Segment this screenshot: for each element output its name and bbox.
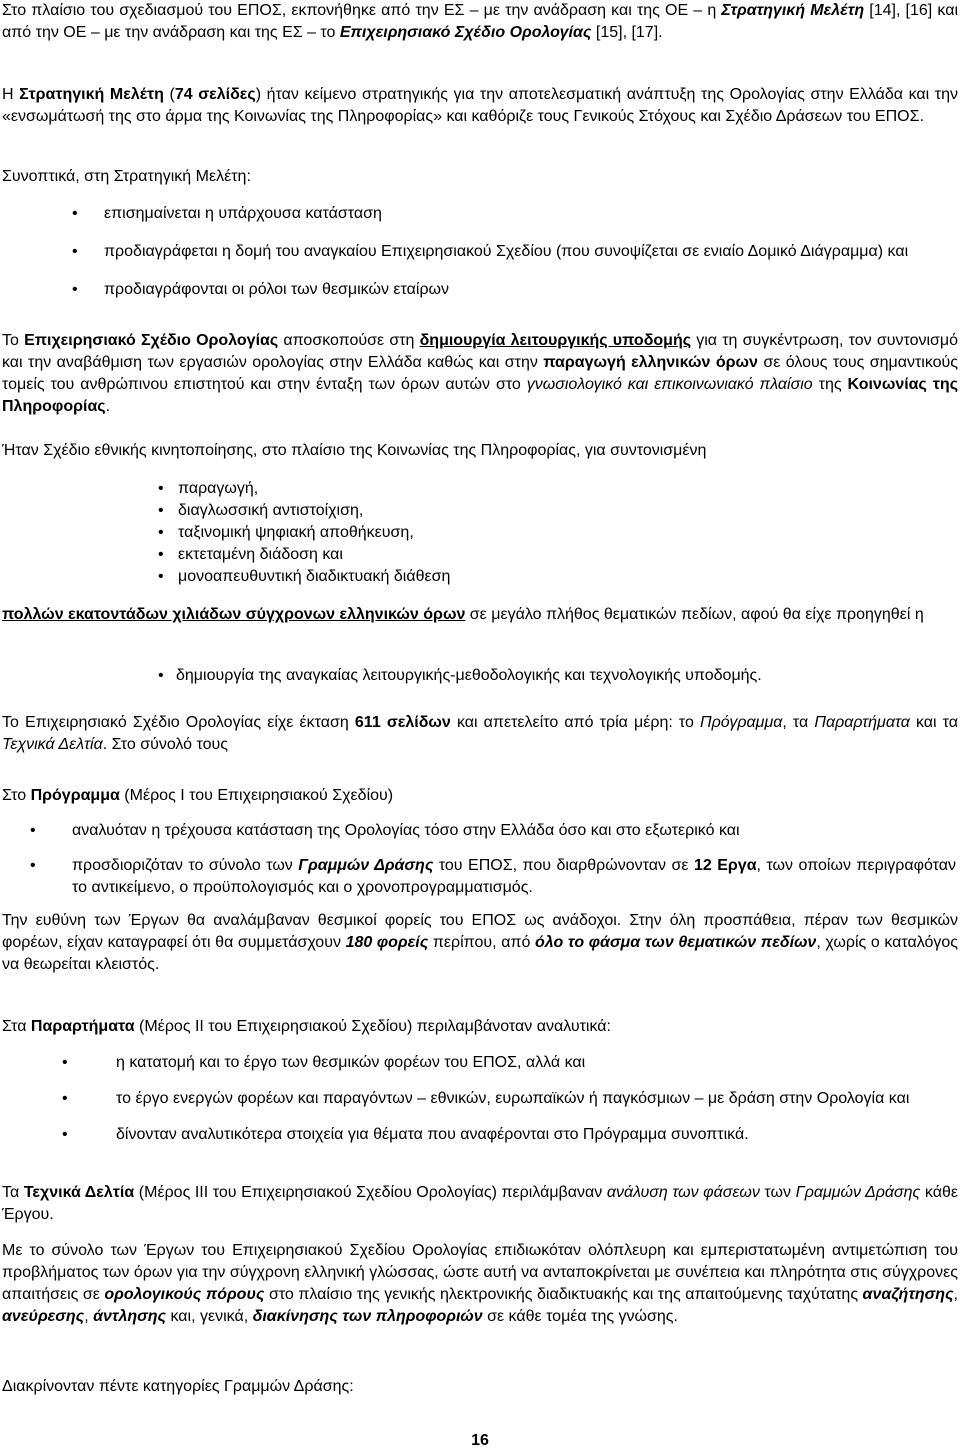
responsibility-paragraph: Την ευθύνη των Έργων θα αναλάμβαναν θεσμικοί φορείς του ΕΠΟΣ ως ανάδοχοι. Στην όλη προσπάθεια, πέραν των θεσμικών φορέων, είχαν καταγραφεί ότι θα συμμετάσχουν 180 φορείς περίπου, από όλο το φάσμα των θεματικών πεδίων, χωρίς ο καταλόγος να θεωρείται κλειστός. (2, 912, 959, 973)
mobilization-list (0, 478, 956, 588)
list-item: • προδιαγράφονται οι ρόλοι των θεσμικών εταίρων (0, 279, 956, 301)
appendices-list (0, 1052, 956, 1146)
operational-plan-term: Επιχειρησιακό Σχέδιο Ορολογίας (339, 24, 592, 41)
mobilization-paragraph: Ήταν Σχέδιο εθνικής κινητοποίησης, στο πλαίσιο της Κοινωνίας της Πληροφορίας, για συντονισμένη (2, 442, 707, 459)
plan-size-paragraph: Το Επιχειρησιακό Σχέδιο Ορολογίας είχε έκταση 611 σελίδων και απετελείτο από τρία μέρη: το Πρόγραμμα, τα Παραρτήματα και τα Τεχνικά Δελτία. Στο σύνολό τους (2, 714, 959, 753)
list-item: • αναλυόταν η τρέχουσα κατάσταση της Ορολογίας τόσο στην Ελλάδα όσο και στο εξωτερικό και (0, 820, 956, 842)
appendices-heading-paragraph: Στα Παραρτήματα (Μέρος ΙΙ του Επιχειρησιακού Σχεδίου) περιλαμβάνοταν αναλυτικά: (2, 1018, 611, 1035)
strategic-study-paragraph: Η Στρατηγική Μελέτη (74 σελίδες) ήταν κείμενο στρατηγικής για την αποτελεσματική ανάπτυξη της Ορολογίας στην Ελλάδα και την «ενσωμάτωσή της στο άρμα της Κοινωνίας της Πληροφορίας» και καθόριζε τους Γενικούς Στόχους και Σχέδιο Δράσεων του ΕΠΟΣ. (2, 86, 959, 125)
list-item: • επισημαίνεται η υπάρχουσα κατάσταση (0, 203, 956, 225)
list-item: • παραγωγή, (0, 478, 956, 500)
page-number: 16 (471, 1432, 489, 1449)
list-item: • προσδιοριζόταν το σύνολο των Γραμμών Δράσης του ΕΠΟΣ, που διαρθρώνονταν σε 12 Εργα, των οποίων περιγραφόταν το αντικείμενο, ο προϋπολογισμός και ο χρονοπρογραμματισμός. (0, 855, 956, 899)
strategic-study-term: Στρατηγική Μελέτη (721, 2, 865, 19)
technical-sheets-paragraph: Τα Τεχνικά Δελτία (Μέρος ΙΙΙ του Επιχειρησιακού Σχεδίου Ορολογίας) περιλάμβαναν ανάλυση των φάσεων των Γραμμών Δράσης κάθε Έργου. (2, 1184, 958, 1223)
list-item: • δημιουργία της αναγκαίας λειτουργικής-μεθοδολογικής και τεχνολογικής υποδομής. (0, 665, 956, 687)
action-lines-intro: Διακρίνονταν πέντε κατηγορίες Γραμμών Δράσης: (2, 1378, 354, 1395)
list-item: • εκτεταμένη διάδοση και (0, 544, 956, 566)
intro-paragraph: Στο πλαίσιο του σχεδιασμού του ΕΠΟΣ, εκπονήθηκε από την ΕΣ – με την ανάδραση και της ΟΕ – η Στρατηγική Μελέτη [14], [16] και από την ΟΕ – με την ανάδραση και της ΕΣ – το Επιχειρησιακό Σχέδιο Ορολογίας [15], [17]. (2, 2, 958, 41)
program-heading-paragraph: Στο Πρόγραμμα (Μέρος Ι του Επιχειρησιακού Σχεδίου) (2, 787, 394, 804)
list-item: • προδιαγράφεται η δομή του αναγκαίου Επιχειρησιακού Σχεδίου (που συνοψίζεται σε ενιαίο Δομικό Διάγραμμα) και (0, 241, 956, 263)
infrastructure-list (0, 665, 956, 687)
list-item: • δίνονταν αναλυτικότερα στοιχεία για θέματα που αναφέρονται στο Πρόγραμμα συνοπτικά. (0, 1124, 956, 1146)
list-item: • το έργο ενεργών φορέων και παραγόντων – εθνικών, ευρωπαϊκών ή παγκόσμιων – με δράση στην Ορολογία και (0, 1088, 956, 1110)
objectives-paragraph: Με το σύνολο των Έργων του Επιχειρησιακού Σχεδίου Ορολογίας επιδιωκόταν ολόπλευρη και εμπεριστατωμένη αντιμετώπιση του προβλήματος των όρων για την σύγχρονη ελληνική γλώσσας, ώστε αυτή να ανταποκρίνεται με συνέπεια και πληρότητα στις σύγχρονες απαιτήσεις σε ορολογικούς πόρους στο πλαίσιο της γενικής ηλεκτρονικής διαδικτυακής και της απαιτούμενης ταχύτατης αναζήτησης, ανεύρεσης, άντλησης και, γενικά, διακίνησης των πληροφοριών σε κάθε τομέα της γνώσης. (2, 1242, 958, 1325)
program-list (0, 820, 956, 899)
operational-plan-paragraph: Το Επιχειρησιακό Σχέδιο Ορολογίας αποσκοπούσε στη δημιουργία λειτουργικής υποδομής για τη συγκέντρωση, τον συντονισμό και την αναβάθμιση των εργασιών ορολογίας στην Ελλάδα καθώς και στην παραγωγή ελληνικών όρων σε όλους τους σημαντικούς τομείς του ανθρώπινου επιστητού και στην ένταξη των όρων αυτών στο γνωσιολογικό και επικοινωνιακό πλαίσιο της Κοινωνίας της Πληροφορίας. (2, 332, 959, 415)
terms-paragraph: πολλών εκατοντάδων χιλιάδων σύγχρονων ελληνικών όρων σε μεγάλο πλήθος θεματικών πεδίων, αφού θα είχε προηγηθεί η (2, 606, 924, 623)
list-item: • μονοαπευθυντική διαδικτυακή διάθεση (0, 566, 956, 588)
summary-intro: Συνοπτικά, στη Στρατηγική Μελέτη: (2, 168, 251, 185)
list-item: • διαγλωσσική αντιστοίχιση, (0, 500, 956, 522)
list-item: • η κατατομή και το έργο των θεσμικών φορέων του ΕΠΟΣ, αλλά και (0, 1052, 956, 1074)
strategic-study-list (0, 203, 956, 301)
list-item: • ταξινομική ψηφιακή αποθήκευση, (0, 522, 956, 544)
